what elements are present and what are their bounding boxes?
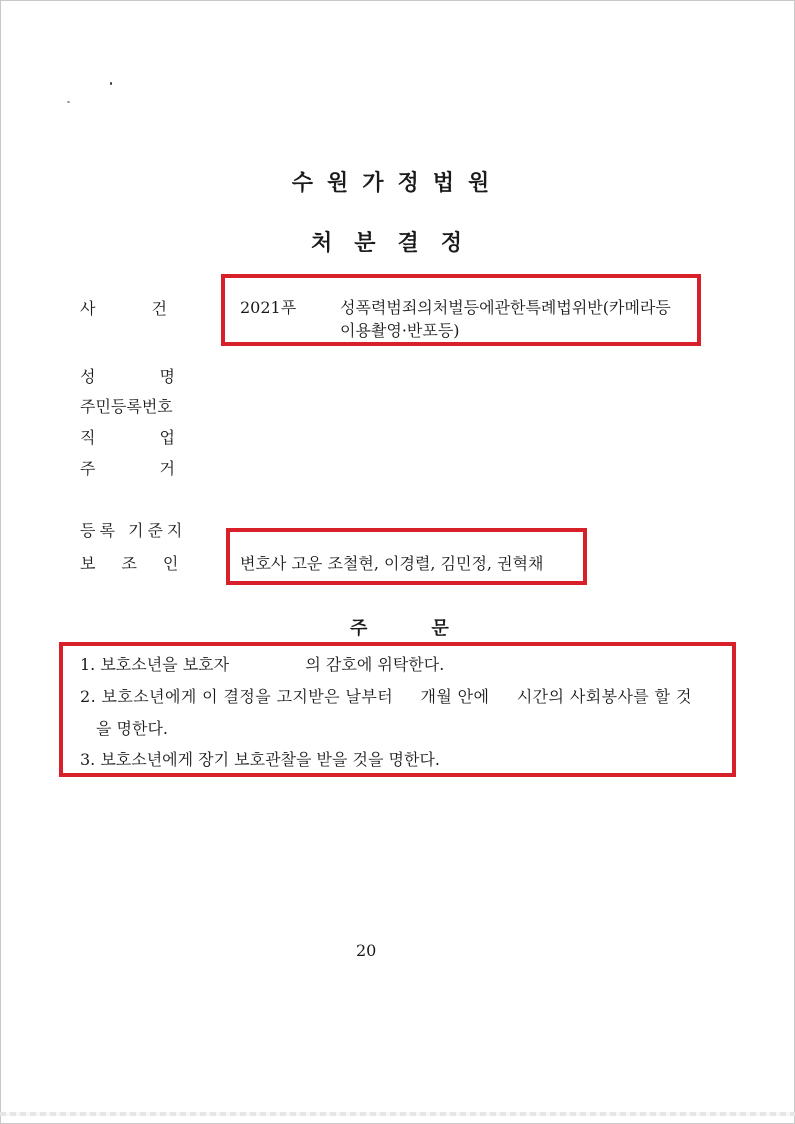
case-label <box>80 296 223 319</box>
order-heading: 주문 <box>350 618 513 639</box>
page-number: 20 <box>356 941 377 960</box>
registry-label: 등록 기준지 <box>80 521 187 540</box>
resident-id-label: 주민등록번호 <box>80 397 173 416</box>
scan-bottom-edge <box>0 1112 795 1116</box>
order-item-2-line1: 2. 보호소년에게 이 결정을 고지받은 날부터 개월 안에 시간의 사회봉사를 할 것 <box>80 687 692 706</box>
case-label-text: 사건 <box>80 299 223 318</box>
name-label: 성명 <box>80 367 239 386</box>
document-title: 처분결정 <box>310 230 484 256</box>
occupation-label: 직업 <box>80 428 239 447</box>
case-title-line1: 성폭력범죄의처벌등에관한특례법위반(카메라등 <box>340 298 671 317</box>
order-item-1: 1. 보호소년을 보호자 의 감호에 위탁한다. <box>80 655 445 674</box>
assistant-label: 보조인 <box>80 554 205 573</box>
assistant-value: 변호사 고운 조철현, 이경렬, 김민정, 권혁채 <box>240 554 544 573</box>
order-item-3: 3. 보호소년에게 장기 보호관찰을 받을 것을 명한다. <box>80 750 440 769</box>
scan-speck <box>110 82 112 85</box>
court-name: 수원가정법원 <box>291 170 504 196</box>
order-item-2-line2: 을 명한다. <box>96 719 168 738</box>
case-title-line2: 이용촬영·반포등) <box>340 321 460 340</box>
address-label: 주거 <box>80 459 239 478</box>
case-number: 2021푸 <box>240 298 297 317</box>
scan-speck <box>67 101 70 103</box>
